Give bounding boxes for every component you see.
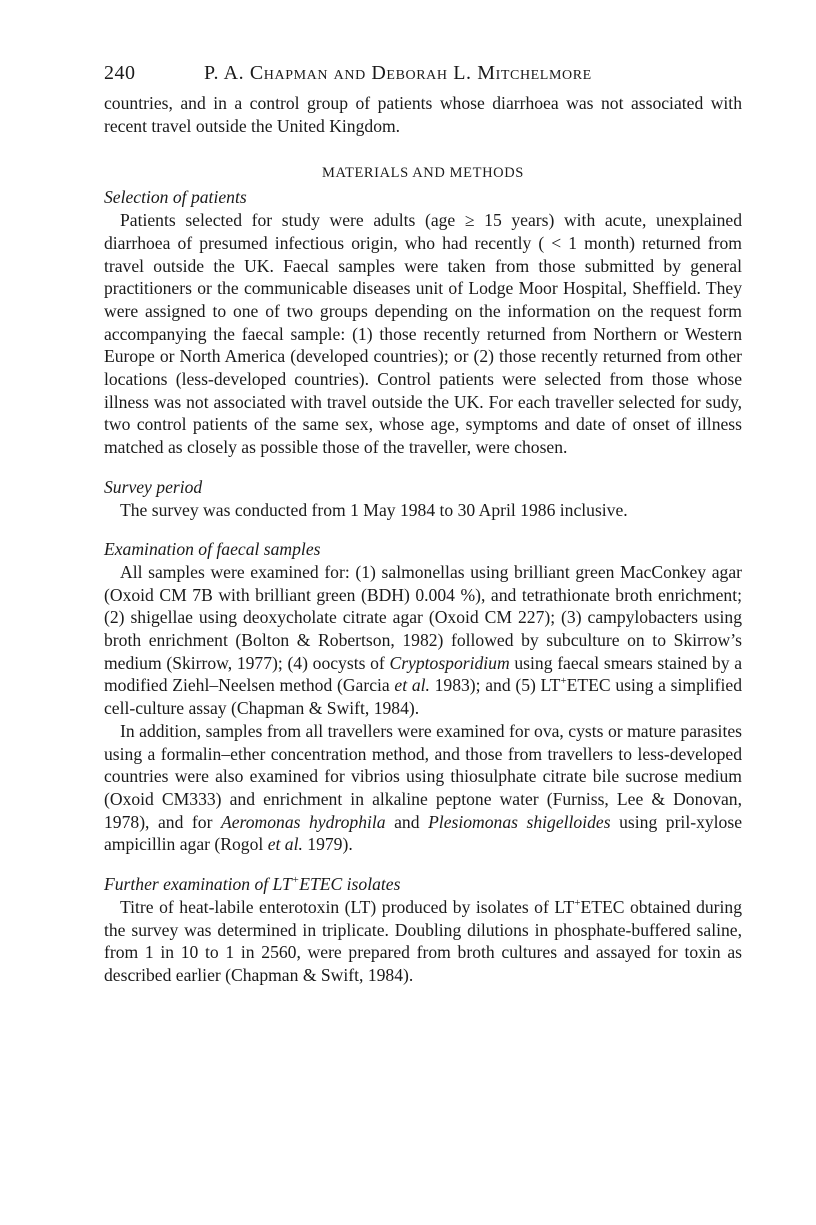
paragraph-selection: Patients selected for study were adults (age ≥ 15 years) with acute, unexplained diarrhoea of presumed infectious origin, who had recently ( < 1 month) returned from travel outside the UK. Faecal samples were taken from those submitted by general practitioners or the communicable diseases unit of Lodge Moor Hospital, Sheffield. They were assigned to one of two groups depending on the information on the request form accompanying the faecal sample: (1) those recently returned from Northern or Western Europe or North America (developed countries); or (2) those recently returned from other locations (less-developed countries). Control patients were selected from those whose illness was not associated with travel outside the UK. For each traveller selected for sudy, two control patients of the same sex, whose age, symptoms and date of onset of illness matched as closely as possible those of the traveller, were chosen. <box>104 210 742 458</box>
running-authors: P. A. Chapman and Deborah L. Mitchelmore <box>204 62 592 84</box>
page <box>104 62 742 987</box>
organism-name: Plesiomonas shigelloides <box>428 811 611 832</box>
subheading-further: Further examination of LT+ETEC isolates <box>104 874 401 895</box>
page-number: 240 <box>104 62 136 84</box>
running-header <box>104 62 742 92</box>
paragraph-further: Titre of heat-labile enterotoxin (LT) produced by isolates of LT+ETEC obtained during the survey was determined in triplicate. Doubling dilutions in phosphate-buffered saline, from 1 in 10 to 1 in 2560, were prepared from broth cultures and assayed for toxin as described earlier (Chapman & Swift, 1984). <box>104 896 743 985</box>
organism-name: Cryptosporidium <box>389 652 510 673</box>
subheading-survey: Survey period <box>104 476 203 497</box>
subheading-selection: Selection of patients <box>104 187 247 208</box>
paragraph-examination-2: In addition, samples from all travellers were examined for ova, cysts or mature parasites using a formalin–ether concentration method, and those from travellers to less-developed countries were also examined for vibrios using thiosulphate citrate bile sucrose medium (Oxoid CM333) and enrichment in alkaline peptone water (Furniss, Lee & Donovan, 1978), and for Aeromonas hydrophila and Plesiomonas shigelloides using pril-xylose ampicillin agar (Rogol et al. 1979). <box>104 720 743 855</box>
paragraph-survey: The survey was conducted from 1 May 1984 to 30 April 1986 inclusive. <box>120 499 628 520</box>
paragraph-examination-1: All samples were examined for: (1) salmonellas using brilliant green MacConkey agar (Oxoid CM 7B with brilliant green (BDH) 0.004 %), and tetrathionate broth enrichment; (2) shigellae using deoxycholate citrate agar (Oxoid CM 227); (3) campylobacters using broth enrichment (Bolton & Robertson, 1982) followed by subculture on to Skirrow’s medium (Skirrow, 1977); (4) oocysts of Cryptosporidium using faecal smears stained by a modified Ziehl–Neelsen method (Garcia et al. 1983); and (5) LT+ETEC using a simplified cell-culture assay (Chapman & Swift, 1984). <box>104 561 743 719</box>
intro-continuation: countries, and in a control group of patients whose diarrhoea was not associated with recent travel outside the United Kingdom. <box>104 93 742 136</box>
section-title: MATERIALS AND METHODS <box>322 165 524 182</box>
organism-name: Aeromonas hydrophila <box>220 811 386 832</box>
subheading-examination: Examination of faecal samples <box>104 539 321 560</box>
